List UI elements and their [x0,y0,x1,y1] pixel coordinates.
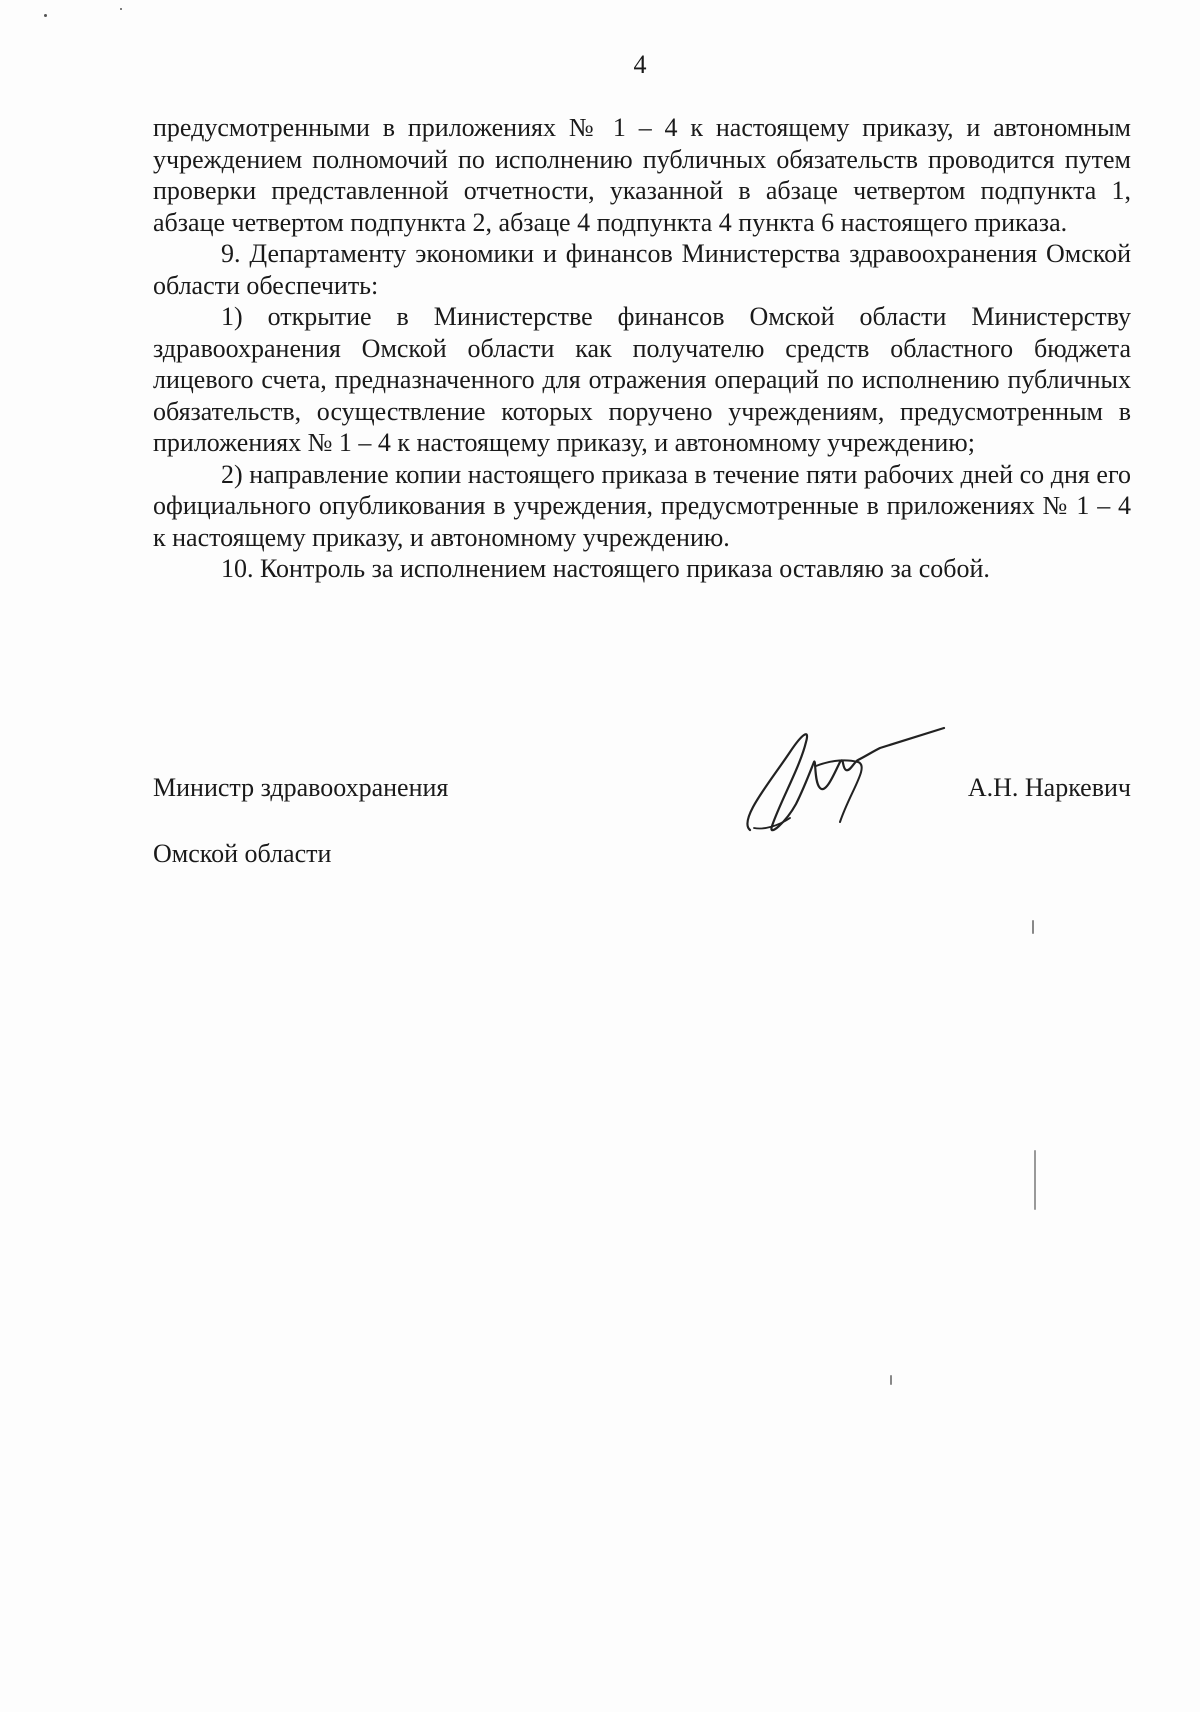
document-body [153,112,1131,585]
paragraph-item-10: 10. Контроль за исполнением настоящего приказа оставляю за собой. [221,554,990,583]
paragraph-subitem-2: 2) направление копии настоящего приказа в течение пяти рабочих дней со дня его официального опубликования в учреждения, предусмотренные в приложениях № 1 – 4 к настоящему приказу, и автономному учреждению. [153,459,1131,552]
signature-block [153,738,1131,868]
paragraph-subitem-1: 1) открытие в Министерстве финансов Омской области Министерству здравоохранения Омской области как получателю средств областного бюджета лицевого счета, предназначенного для отражения операций по исполнению публичных обязательств, осуществление которых поручено учреждениям, предусмотренным в приложениях № 1 – 4 к настоящему приказу, и автономному учреждению; [153,302,1131,457]
scan-speck [120,8,122,10]
scan-speck [890,1375,892,1385]
scan-speck [1032,920,1034,934]
signer-position-line-1: Министр здравоохранения [153,773,449,802]
handwritten-signature [730,722,950,842]
signer-position-line-2: Омской области [153,839,332,868]
signer-name: А.Н. Наркевич [967,773,1131,802]
scan-speck [1034,1150,1036,1210]
signer-position [153,738,448,903]
paragraph-continuation: предусмотренными в приложениях № 1 – 4 к настоящему приказу, и автономным учреждением полномочий по исполнению публичных обязательств проводится путем проверки представленной отчетности, указанной в абзаце четвертом подпункта 1, абзаце четвертом подпункта 2, абзаце 4 подпункта 4 пункта 6 настоящего приказа. [153,113,1131,237]
scan-speck [44,14,47,17]
page-number: 4 [633,50,647,79]
paragraph-item-9: 9. Департаменту экономики и финансов Министерства здравоохранения Омской области обеспечить: [153,239,1131,300]
